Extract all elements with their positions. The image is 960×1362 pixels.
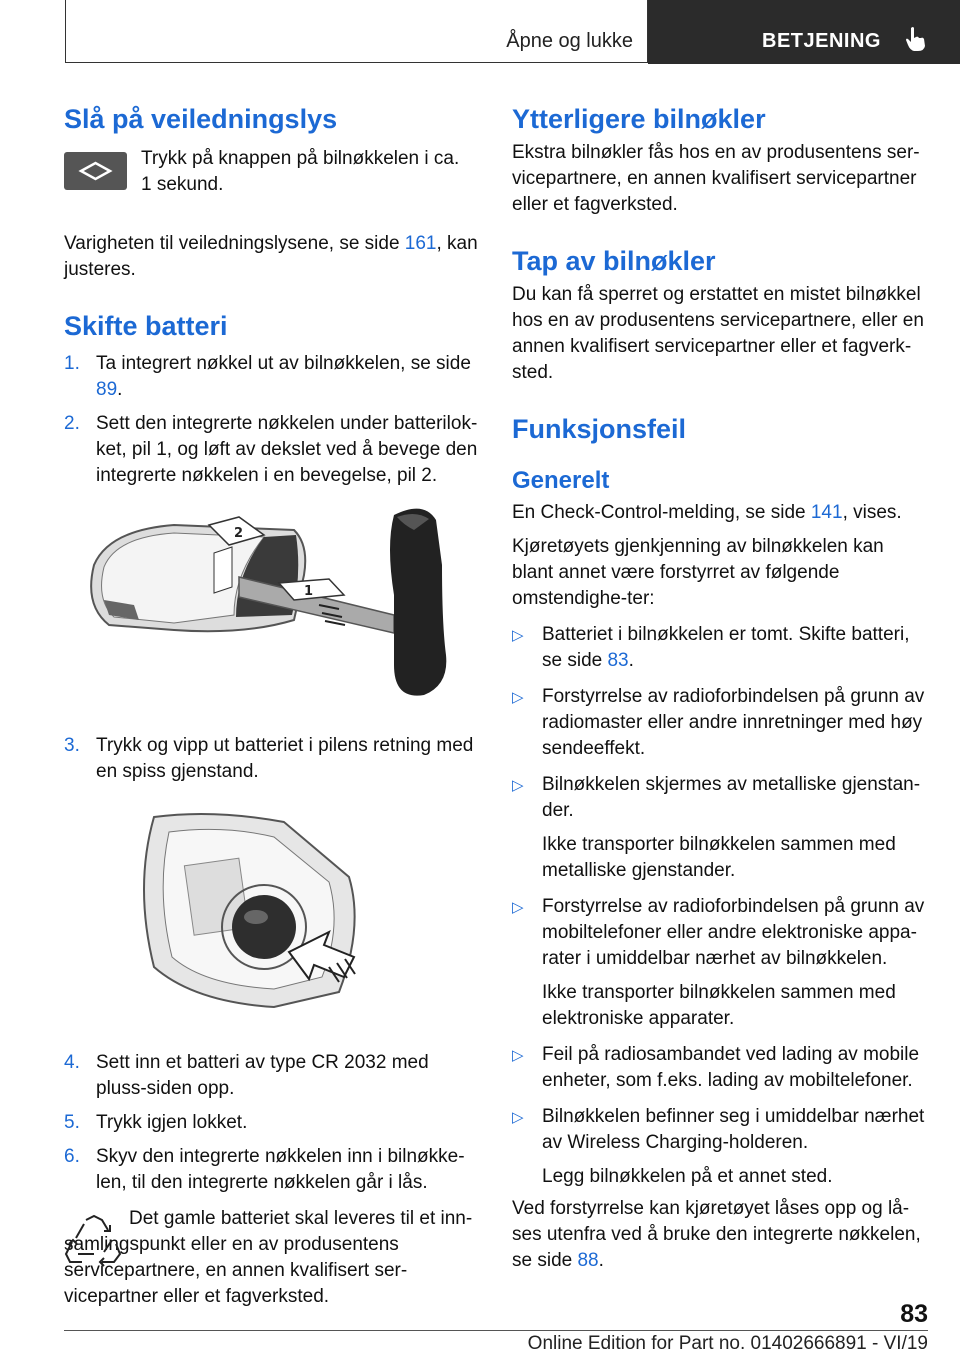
guide-light-symbol-icon — [64, 152, 127, 190]
step-2: 2. Sett den integrerte nøkkelen under batterilok-ket, pil 1, og løft av dekslet ved å bevege den integrerte nøkkelen i en bevegelse, pil 2. — [64, 413, 478, 486]
left-column — [64, 102, 482, 1310]
heading-general: Generelt — [512, 467, 610, 494]
edition-text: Online Edition for Part no. 01402666891 - VI/19 — [527, 1333, 928, 1354]
heading-guide-lights: Slå på veiledningslys — [64, 104, 338, 134]
step-6: 6. Skyv den integrerte nøkkelen inn i bilnøkke-len, til den integrerte nøkkelen går i lås. — [64, 1146, 465, 1193]
detection-text: Kjøretøyets gjenkjenning av bilnøkkelen kan blant annet være forstyrret av følgende omstendighe-ter: — [512, 536, 884, 609]
right-column — [512, 102, 930, 1274]
chapter-title: BETJENING — [762, 30, 881, 52]
step-5: 5. Trykk igjen lokket. — [64, 1112, 248, 1133]
guide-light-instruction — [64, 146, 482, 218]
bullet-5: ▷ Feil på radiosambandet ved lading av mobile enheter, som f.eks. lading av mobiltelefoner. — [512, 1044, 920, 1091]
check-control-text: En Check-Control-melding, se side 141, vises. — [512, 502, 902, 523]
page-link-83[interactable]: 83 — [607, 650, 629, 671]
triangle-bullet-icon: ▷ — [512, 777, 524, 794]
bullet-6: ▷ Bilnøkkelen befinner seg i umiddelbar nærhet av Wireless Charging-holderen. Legg bilnøkkelen på et annet sted. — [512, 1106, 925, 1187]
step-1: 1. Ta integrert nøkkel ut av bilnøkkelen, se side 89. — [64, 353, 471, 400]
recycle-icon — [64, 1214, 124, 1270]
heading-malfunction: Funksjonsfeil — [512, 414, 687, 444]
key-removal-illustration — [64, 505, 482, 715]
arrow-label-1: 1 — [304, 584, 314, 599]
page-link-89[interactable]: 89 — [96, 379, 118, 400]
triangle-bullet-icon: ▷ — [512, 1047, 524, 1064]
triangle-bullet-icon: ▷ — [512, 1109, 524, 1126]
heading-extra-keys: Ytterligere bilnøkler — [512, 104, 766, 134]
guide-light-text: Trykk på knappen på bilnøkkelen i ca. 1 sekund. — [141, 148, 460, 195]
page-number: 83 — [900, 1300, 928, 1328]
triangle-bullet-icon: ▷ — [512, 899, 524, 916]
hand-pointer-icon — [905, 26, 927, 52]
step-4: 4. Sett inn et batteri av type CR 2032 med pluss-siden opp. — [64, 1052, 429, 1099]
section-title: Åpne og lukke — [506, 30, 633, 52]
page-footer — [64, 1330, 928, 1354]
key-button-graphic — [64, 152, 127, 190]
step-3: 3. Trykk og vipp ut batteriet i pilens retning med en spiss gjenstand. — [64, 735, 474, 782]
heading-change-battery: Skifte batteri — [64, 311, 228, 341]
arrow-label-2: 2 — [234, 526, 244, 541]
triangle-bullet-icon: ▷ — [512, 627, 524, 644]
page-link-141[interactable]: 141 — [810, 502, 843, 523]
page-link-88[interactable]: 88 — [577, 1250, 599, 1271]
lost-keys-text: Du kan få sperret og erstattet en mistet bilnøkkel hos en av produsentens servicepartnere, eller en annen kvalifisert servicepartner eller et fagverk-sted. — [512, 284, 924, 383]
chapter-tab — [648, 0, 960, 64]
bullet-2: ▷ Forstyrrelse av radioforbindelsen på grunn av radiomaster eller andre innretninger med høy sendeeffekt. — [512, 686, 925, 759]
bullet-1: ▷ Batteriet i bilnøkkelen er tomt. Skifte batteri, se side 83. — [512, 624, 910, 671]
page-link-161[interactable]: 161 — [404, 233, 437, 254]
bullet-4: ▷ Forstyrrelse av radioforbindelsen på grunn av mobiltelefoner eller andre elektroniske appa-rater i umiddelbar nærhet av bilnøkkelen. Ikke transporter bilnøkkelen sammen med elektroniske apparater. — [512, 896, 925, 1029]
recycle-note — [64, 1206, 482, 1310]
recycle-text: Det gamle batteriet skal leveres til et inn-samlingspunkt eller en av produsentens servicepartnere, en annen kvalifisert ser-vicepartner eller et fagverksted. — [64, 1208, 473, 1307]
extra-keys-text: Ekstra bilnøkler fås hos en av produsentens ser-vicepartnere, en annen kvalifisert servicepartner eller et fagverksted. — [512, 142, 920, 215]
lock-unlock-text: Ved forstyrrelse kan kjøretøyet låses opp og lå-ses utenfra ved å bruke den integrerte nøkkelen, se side 88. — [512, 1198, 921, 1271]
section-tab — [65, 0, 648, 63]
triangle-bullet-icon: ▷ — [512, 689, 524, 706]
page-header — [65, 0, 960, 64]
duration-text: Varigheten til veiledningslysene, se side 161, kan justeres. — [64, 233, 478, 280]
bullet-3: ▷ Bilnøkkelen skjermes av metalliske gjenstan-der. Ikke transporter bilnøkkelen sammen med metalliske gjenstander. — [512, 774, 921, 881]
battery-compartment-illustration — [64, 807, 482, 1022]
heading-lost-keys: Tap av bilnøkler — [512, 246, 716, 276]
